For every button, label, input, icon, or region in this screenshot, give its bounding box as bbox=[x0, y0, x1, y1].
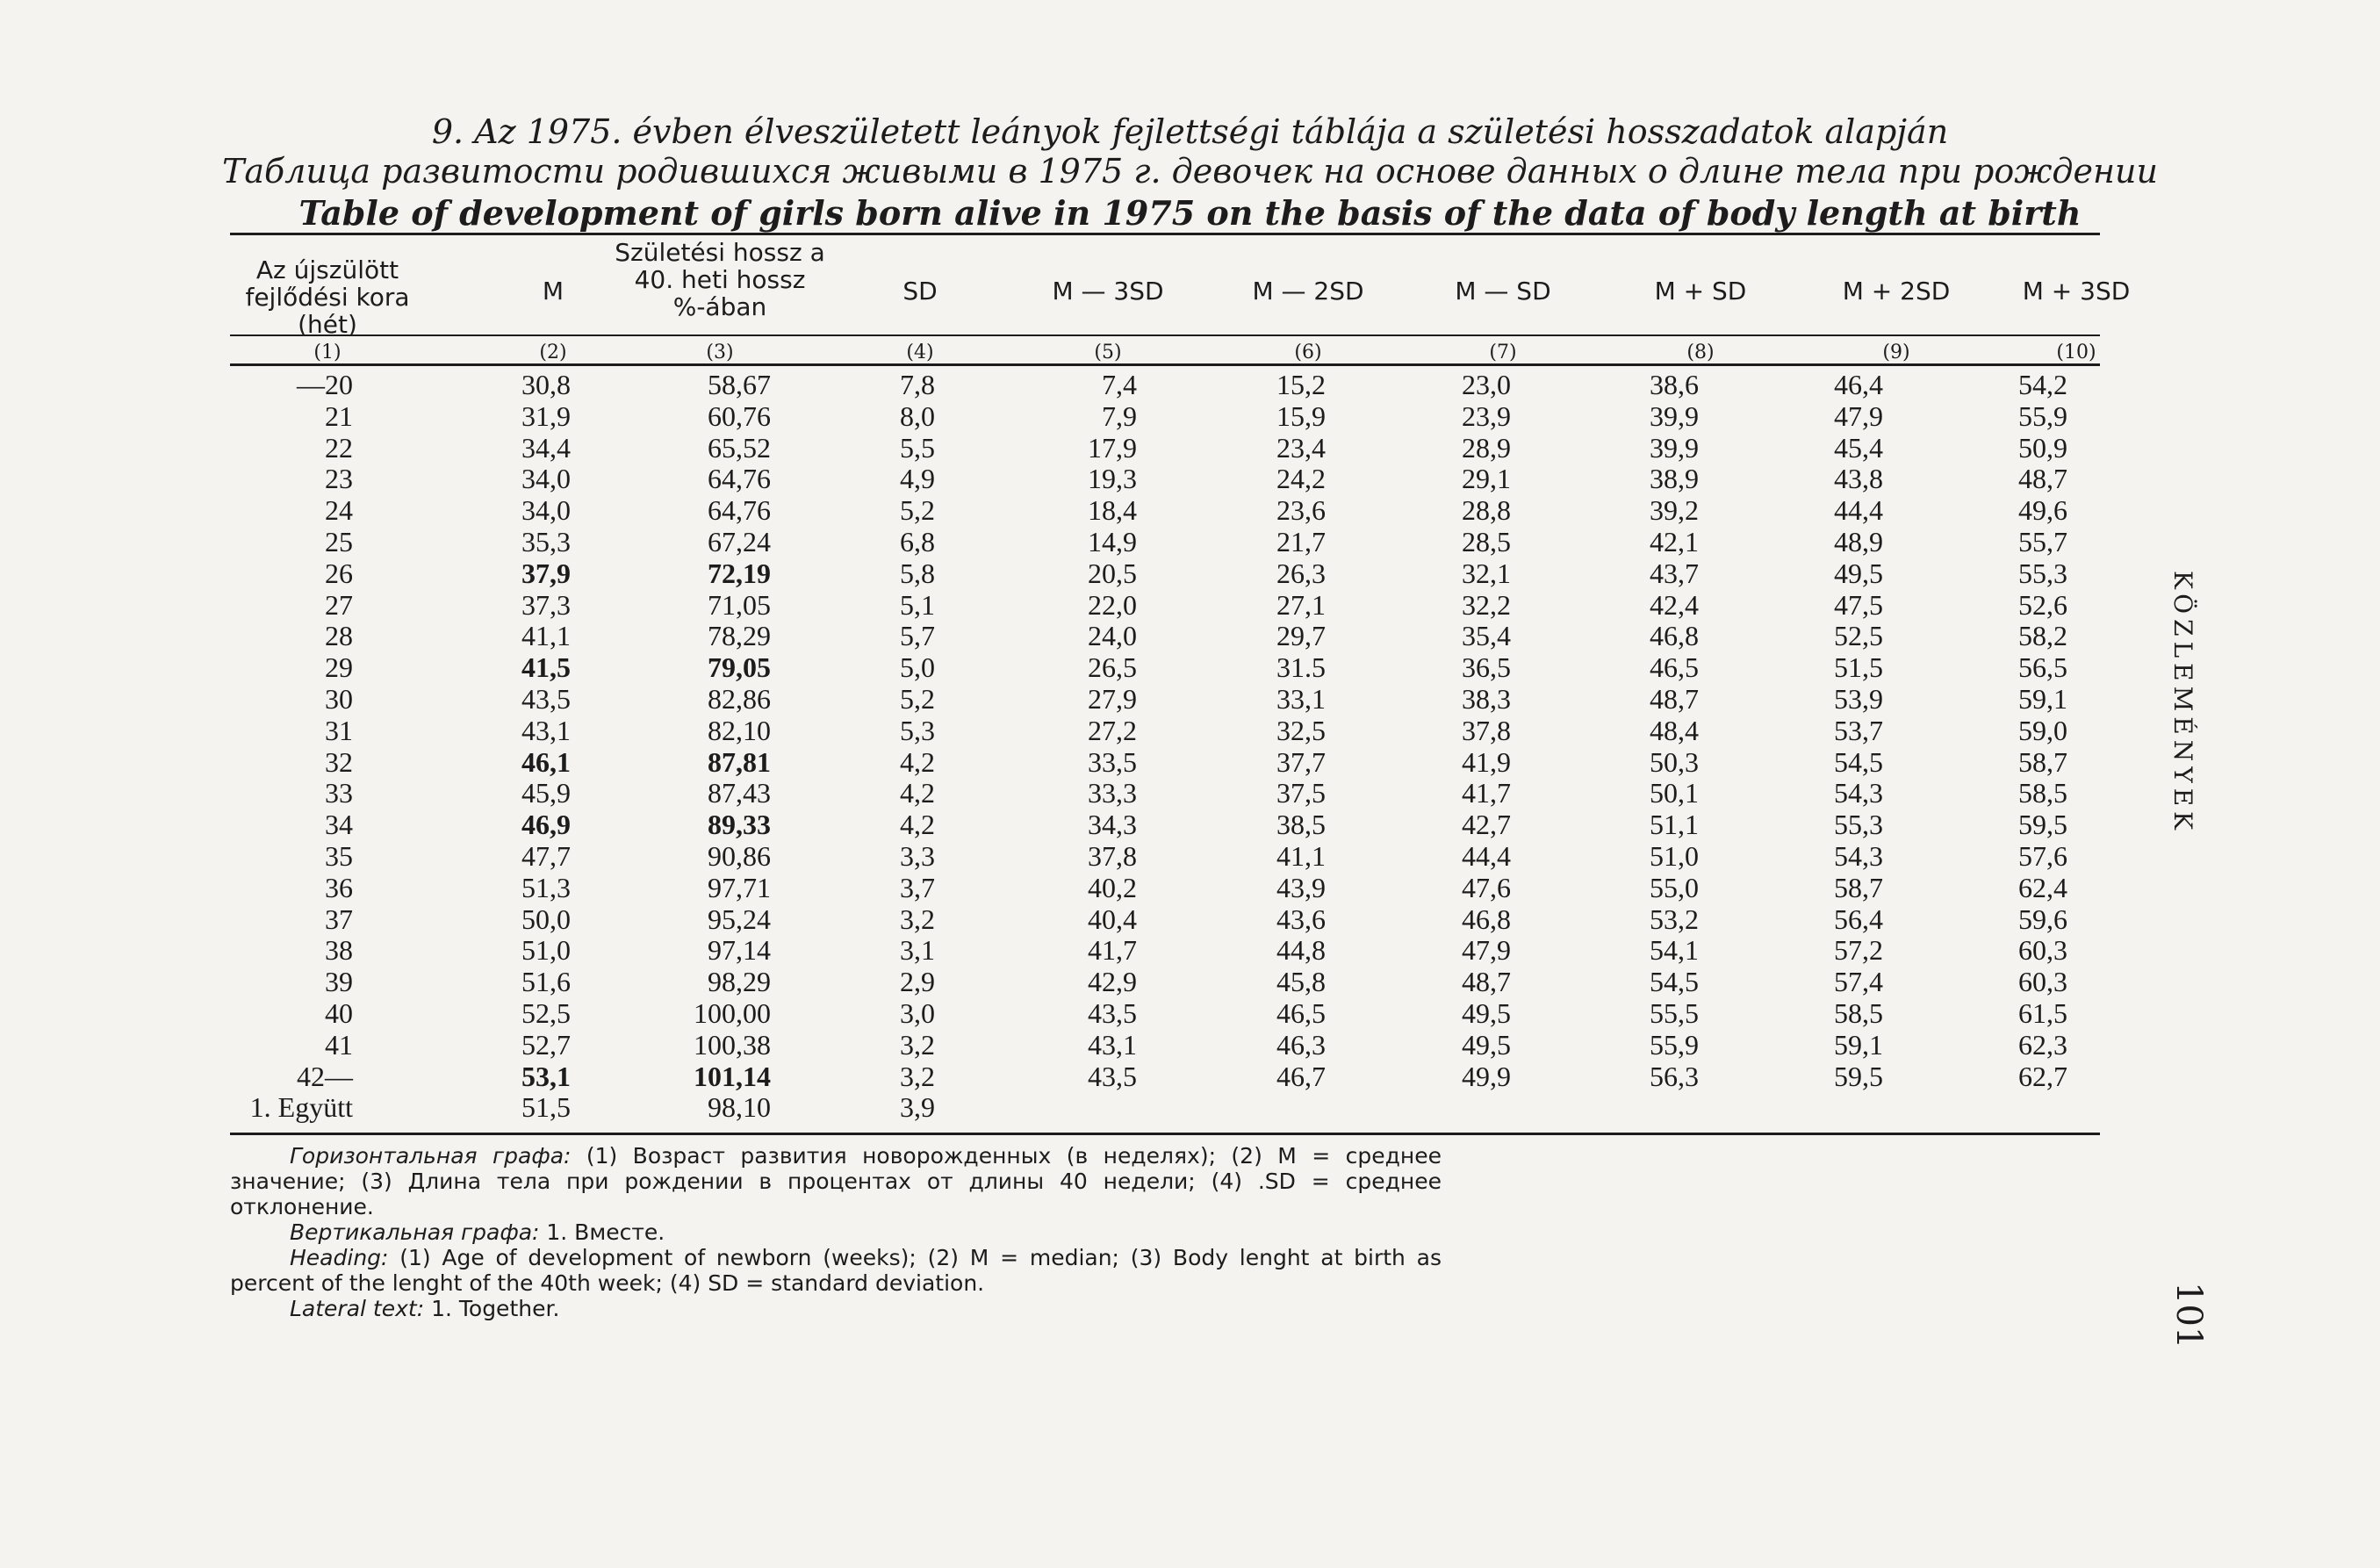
table-cell: 60,3 bbox=[2018, 966, 2067, 998]
footnote-label: Вертикальная графа: bbox=[290, 1219, 540, 1245]
table-cell: 43,5 bbox=[1088, 997, 1137, 1029]
column-header-1: Az újszülött fejlődési kora (hét) bbox=[245, 255, 410, 339]
table-cell: 15,9 bbox=[1276, 399, 1326, 432]
table-cell: 23,9 bbox=[1462, 399, 1511, 432]
footnote-text: (1) Age of development of newborn (weeks); (2) M = median; (3) Body lenght at birth as percent of the lenght of the 40th week; (4) SD = standard deviation. bbox=[230, 1245, 1442, 1296]
row-label: 28 bbox=[325, 620, 353, 652]
footnote-text: 1. Together. bbox=[424, 1296, 560, 1321]
column-number-8: (8) bbox=[1686, 342, 1715, 363]
row-label: —20 bbox=[297, 369, 353, 400]
table-cell: 34,3 bbox=[1088, 809, 1137, 841]
table-cell: 28,9 bbox=[1462, 431, 1511, 464]
table-cell: 42,1 bbox=[1650, 526, 1699, 557]
table-cell: 28,8 bbox=[1462, 494, 1511, 527]
table-cell: 7,4 bbox=[1102, 369, 1137, 400]
table-cell: 42,7 bbox=[1462, 809, 1511, 841]
table-cell: 5,0 bbox=[900, 651, 935, 684]
table-cell: 29,1 bbox=[1462, 463, 1511, 495]
table-cell: 54,2 bbox=[2018, 369, 2067, 400]
row-label: 33 bbox=[325, 777, 353, 809]
table-cell: 49,6 bbox=[2018, 494, 2067, 527]
table-cell: 34,4 bbox=[521, 431, 571, 464]
table-cell: 23,4 bbox=[1276, 431, 1326, 464]
column-header-6: M — 2SD bbox=[1252, 277, 1364, 306]
table-cell: 53,1 bbox=[521, 1060, 571, 1092]
table-cell: 56,3 bbox=[1650, 1060, 1699, 1092]
table-cell: 7,8 bbox=[900, 369, 935, 400]
table-cell: 39,2 bbox=[1650, 494, 1699, 527]
row-label: 42— bbox=[297, 1060, 353, 1092]
table-cell: 57,6 bbox=[2018, 840, 2067, 872]
table-cell: 51,5 bbox=[1834, 651, 1883, 684]
footnote-text: 1. Вместе. bbox=[539, 1219, 665, 1245]
table-cell: 59,5 bbox=[2018, 809, 2067, 841]
table-cell: 17,9 bbox=[1088, 431, 1137, 464]
table-cell: 34,0 bbox=[521, 494, 571, 527]
table-cell: 4,2 bbox=[900, 777, 935, 809]
column-number-9: (9) bbox=[1882, 342, 1910, 363]
footnotes bbox=[230, 1143, 1442, 1321]
footnote-label: Lateral text: bbox=[290, 1296, 425, 1321]
table-cell: 101,14 bbox=[694, 1060, 771, 1092]
table-cell: 3,3 bbox=[900, 840, 935, 872]
table-cell: 90,86 bbox=[708, 840, 771, 872]
table-cell: 51,6 bbox=[521, 966, 571, 998]
table-cell: 24,2 bbox=[1276, 463, 1326, 495]
row-label: 37 bbox=[325, 903, 353, 935]
column-header-8: M + SD bbox=[1654, 277, 1747, 306]
title-english: Table of development of girls born alive in 1975 on the basis of the data of body length at birth bbox=[298, 193, 2082, 233]
table-cell: 64,76 bbox=[708, 463, 771, 495]
row-label: 30 bbox=[325, 683, 353, 715]
row-label: 23 bbox=[325, 463, 353, 495]
table-cell: 31.5 bbox=[1276, 651, 1326, 684]
table-cell: 67,24 bbox=[708, 526, 771, 557]
table-cell: 43,5 bbox=[1088, 1060, 1137, 1092]
table-cell: 46,9 bbox=[521, 809, 571, 841]
row-label: 27 bbox=[325, 588, 353, 621]
column-header-7: M — SD bbox=[1455, 277, 1551, 306]
table-cell: 4,2 bbox=[900, 745, 935, 778]
table-cell: 43,6 bbox=[1276, 903, 1326, 935]
row-label: 21 bbox=[325, 399, 353, 432]
footnote-label: Heading: bbox=[290, 1245, 389, 1270]
table-cell: 55,0 bbox=[1650, 871, 1699, 903]
table-cell: 39,9 bbox=[1650, 399, 1699, 432]
table-cell: 55,7 bbox=[2018, 526, 2067, 557]
table-cell: 45,4 bbox=[1834, 431, 1883, 464]
table-cell: 20,5 bbox=[1088, 557, 1137, 589]
table-cell: 3,1 bbox=[900, 934, 935, 967]
table-cell: 43,9 bbox=[1276, 871, 1326, 903]
table-cell: 51,3 bbox=[521, 871, 571, 903]
table-cell: 95,24 bbox=[708, 903, 771, 935]
table-cell: 39,9 bbox=[1650, 431, 1699, 464]
table-cell: 28,5 bbox=[1462, 526, 1511, 557]
table-cell: 38,3 bbox=[1462, 683, 1511, 715]
footnote-russian-vertical bbox=[230, 1219, 1442, 1245]
row-label: 1. Együtt bbox=[249, 1091, 353, 1124]
table-cell: 56,5 bbox=[2018, 651, 2067, 684]
table-cell: 47,7 bbox=[521, 840, 571, 872]
table-cell: 52,5 bbox=[521, 997, 571, 1029]
table-cell: 46,3 bbox=[1276, 1028, 1326, 1061]
table-cell: 3,9 bbox=[900, 1091, 935, 1124]
table-cell: 41,7 bbox=[1462, 777, 1511, 809]
table-cell: 54,5 bbox=[1650, 966, 1699, 998]
row-label: 24 bbox=[325, 494, 353, 527]
table-cell: 47,5 bbox=[1834, 588, 1883, 621]
row-label: 32 bbox=[325, 745, 353, 778]
table-cell: 42,9 bbox=[1088, 966, 1137, 998]
table-cell: 33,3 bbox=[1088, 777, 1137, 809]
table-cell: 37,5 bbox=[1276, 777, 1326, 809]
table-cell: 37,3 bbox=[521, 588, 571, 621]
column-header-4: SD bbox=[902, 277, 938, 306]
table-cell: 4,9 bbox=[900, 463, 935, 495]
table-cell: 21,7 bbox=[1276, 526, 1326, 557]
table-cell: 49,9 bbox=[1462, 1060, 1511, 1092]
column-number-7: (7) bbox=[1489, 342, 1517, 363]
table-cell: 100,38 bbox=[694, 1028, 771, 1061]
table-cell: 62,7 bbox=[2018, 1060, 2067, 1092]
table-cell: 46,5 bbox=[1650, 651, 1699, 684]
column-number-1: (1) bbox=[313, 342, 342, 363]
table-cell: 55,9 bbox=[1650, 1028, 1699, 1061]
table-cell: 44,4 bbox=[1834, 494, 1883, 527]
footnote-label: Горизонтальная графа: bbox=[290, 1143, 572, 1169]
row-label: 35 bbox=[325, 840, 353, 872]
colnum-rule bbox=[230, 363, 2100, 366]
table-cell: 58,67 bbox=[708, 369, 771, 400]
table-cell: 37,9 bbox=[521, 557, 571, 589]
table-cell: 60,76 bbox=[708, 399, 771, 432]
table-cell: 54,3 bbox=[1834, 840, 1883, 872]
table-cell: 97,14 bbox=[708, 934, 771, 967]
table-cell: 58,5 bbox=[2018, 777, 2067, 809]
table-cell: 3,2 bbox=[900, 1060, 935, 1092]
row-label: 25 bbox=[325, 526, 353, 557]
table-cell: 55,3 bbox=[1834, 809, 1883, 841]
table-cell: 53,7 bbox=[1834, 714, 1883, 746]
table-cell: 52,5 bbox=[1834, 620, 1883, 652]
table-cell: 45,8 bbox=[1276, 966, 1326, 998]
page-number: 101 bbox=[2168, 1282, 2209, 1349]
table-cell: 51,0 bbox=[1650, 840, 1699, 872]
table-cell: 41,1 bbox=[521, 620, 571, 652]
row-label: 38 bbox=[325, 934, 353, 967]
table-cell: 79,05 bbox=[708, 651, 771, 684]
table-cell: 51,0 bbox=[521, 934, 571, 967]
table-cell: 41,7 bbox=[1088, 934, 1137, 967]
table-cell: 62,3 bbox=[2018, 1028, 2067, 1061]
table-cell: 46,8 bbox=[1462, 903, 1511, 935]
table-cell: 43,5 bbox=[521, 683, 571, 715]
column-number-4: (4) bbox=[906, 342, 934, 363]
table-cell: 46,5 bbox=[1276, 997, 1326, 1029]
table-cell: 82,86 bbox=[708, 683, 771, 715]
side-running-head: KÖZLEMÉNYEK bbox=[2168, 571, 2197, 836]
table-cell: 56,4 bbox=[1834, 903, 1883, 935]
table-cell: 48,9 bbox=[1834, 526, 1883, 557]
table-cell: 48,7 bbox=[2018, 463, 2067, 495]
table-cell: 3,0 bbox=[900, 997, 935, 1029]
table-cell: 38,5 bbox=[1276, 809, 1326, 841]
table-cell: 41,5 bbox=[521, 651, 571, 684]
column-header-3: Születési hossz a 40. heti hossz %-ában bbox=[615, 238, 825, 321]
table-cell: 43,1 bbox=[521, 714, 571, 746]
table-cell: 26,5 bbox=[1088, 651, 1137, 684]
table-cell: 38,9 bbox=[1650, 463, 1699, 495]
table-cell: 58,7 bbox=[2018, 745, 2067, 778]
table-cell: 89,33 bbox=[708, 809, 771, 841]
row-label: 22 bbox=[325, 431, 353, 464]
table-cell: 72,19 bbox=[708, 557, 771, 589]
table-cell: 40,2 bbox=[1088, 871, 1137, 903]
table-cell: 40,4 bbox=[1088, 903, 1137, 935]
table-cell: 87,81 bbox=[708, 745, 771, 778]
table-cell: 3,7 bbox=[900, 871, 935, 903]
table-cell: 58,7 bbox=[1834, 871, 1883, 903]
table-cell: 41,1 bbox=[1276, 840, 1326, 872]
table-cell: 27,1 bbox=[1276, 588, 1326, 621]
column-header-10: M + 3SD bbox=[2022, 277, 2131, 306]
table-cell: 62,4 bbox=[2018, 871, 2067, 903]
row-label: 31 bbox=[325, 714, 353, 746]
table-cell: 33,5 bbox=[1088, 745, 1137, 778]
table-cell: 60,3 bbox=[2018, 934, 2067, 967]
table-cell: 98,10 bbox=[708, 1091, 771, 1124]
row-label: 39 bbox=[325, 966, 353, 998]
table-cell: 30,8 bbox=[521, 369, 571, 400]
table-cell: 43,1 bbox=[1088, 1028, 1137, 1061]
column-number-5: (5) bbox=[1094, 342, 1122, 363]
table-cell: 15,2 bbox=[1276, 369, 1326, 400]
title-hungarian: 9. Az 1975. évben élveszületett leányok fejlettségi táblája a születési hosszadatok alapján bbox=[431, 112, 1949, 151]
table-cell: 36,5 bbox=[1462, 651, 1511, 684]
table-cell: 27,9 bbox=[1088, 683, 1137, 715]
column-number-3: (3) bbox=[706, 342, 734, 363]
column-number-10: (10) bbox=[2056, 342, 2096, 363]
table-cell: 18,4 bbox=[1088, 494, 1137, 527]
column-number-6: (6) bbox=[1294, 342, 1322, 363]
column-number-2: (2) bbox=[539, 342, 567, 363]
table-cell: 33,1 bbox=[1276, 683, 1326, 715]
footnote-text: (1) Возраст развития новорожденных (в неделях); (2) M = среднее значение; (3) Длина тела при рождении в процентах от длины 40 недели; (4) .SD = среднее отклонение. bbox=[230, 1143, 1442, 1219]
table-cell: 4,2 bbox=[900, 809, 935, 841]
table-cell: 54,3 bbox=[1834, 777, 1883, 809]
table-cell: 55,5 bbox=[1650, 997, 1699, 1029]
table-cell: 46,4 bbox=[1834, 369, 1883, 400]
table-cell: 46,7 bbox=[1276, 1060, 1326, 1092]
table-cell: 5,1 bbox=[900, 588, 935, 621]
table-cell: 26,3 bbox=[1276, 557, 1326, 589]
table-cell: 37,8 bbox=[1088, 840, 1137, 872]
table-cell: 27,2 bbox=[1088, 714, 1137, 746]
table-cell: 59,6 bbox=[2018, 903, 2067, 935]
table-cell: 35,3 bbox=[521, 526, 571, 557]
table-cell: 50,1 bbox=[1650, 777, 1699, 809]
table-cell: 19,3 bbox=[1088, 463, 1137, 495]
table-cell: 6,8 bbox=[900, 526, 935, 557]
row-label: 36 bbox=[325, 871, 353, 903]
table-cell: 53,9 bbox=[1834, 683, 1883, 715]
table-cell: 57,4 bbox=[1834, 966, 1883, 998]
table-cell: 32,2 bbox=[1462, 588, 1511, 621]
table-cell: 46,8 bbox=[1650, 620, 1699, 652]
footnote-russian-horizontal bbox=[230, 1143, 1442, 1219]
table-cell: 48,7 bbox=[1650, 683, 1699, 715]
table-cell: 44,8 bbox=[1276, 934, 1326, 967]
table-cell: 55,9 bbox=[2018, 399, 2067, 432]
table-cell: 53,2 bbox=[1650, 903, 1699, 935]
table-cell: 51,1 bbox=[1650, 809, 1699, 841]
table-cell: 3,2 bbox=[900, 903, 935, 935]
table-cell: 52,7 bbox=[521, 1028, 571, 1061]
table-cell: 22,0 bbox=[1088, 588, 1137, 621]
top-rule bbox=[230, 233, 2100, 235]
table-cell: 2,9 bbox=[900, 966, 935, 998]
table-cell: 50,3 bbox=[1650, 745, 1699, 778]
header-rule bbox=[230, 334, 2100, 336]
table-cell: 59,5 bbox=[1834, 1060, 1883, 1092]
table-cell: 5,5 bbox=[900, 431, 935, 464]
table-cell: 24,0 bbox=[1088, 620, 1137, 652]
table-cell: 44,4 bbox=[1462, 840, 1511, 872]
table-cell: 37,8 bbox=[1462, 714, 1511, 746]
table-cell: 82,10 bbox=[708, 714, 771, 746]
table-cell: 46,1 bbox=[521, 745, 571, 778]
table-cell: 5,3 bbox=[900, 714, 935, 746]
table-cell: 97,71 bbox=[708, 871, 771, 903]
table-cell: 7,9 bbox=[1102, 399, 1137, 432]
table-cell: 100,00 bbox=[694, 997, 771, 1029]
title-russian: Таблица развитости родившихся живыми в 1975 г. девочек на основе данных о длине тела при рождении bbox=[222, 152, 2158, 191]
table-cell: 50,0 bbox=[521, 903, 571, 935]
table-cell: 5,2 bbox=[900, 683, 935, 715]
table-cell: 64,76 bbox=[708, 494, 771, 527]
column-header-2: M bbox=[542, 277, 564, 306]
table-cell: 47,6 bbox=[1462, 871, 1511, 903]
table-cell: 8,0 bbox=[900, 399, 935, 432]
table-cell: 31,9 bbox=[521, 399, 571, 432]
table-cell: 49,5 bbox=[1834, 557, 1883, 589]
table-cell: 41,9 bbox=[1462, 745, 1511, 778]
table-cell: 54,1 bbox=[1650, 934, 1699, 967]
table-cell: 49,5 bbox=[1462, 997, 1511, 1029]
table-cell: 98,29 bbox=[708, 966, 771, 998]
table-cell: 32,1 bbox=[1462, 557, 1511, 589]
table-cell: 32,5 bbox=[1276, 714, 1326, 746]
table-cell: 42,4 bbox=[1650, 588, 1699, 621]
table-cell: 65,52 bbox=[708, 431, 771, 464]
table-cell: 3,2 bbox=[900, 1028, 935, 1061]
table-cell: 45,9 bbox=[521, 777, 571, 809]
row-label: 34 bbox=[325, 809, 353, 841]
table-cell: 71,05 bbox=[708, 588, 771, 621]
table-cell: 35,4 bbox=[1462, 620, 1511, 652]
table-cell: 59,1 bbox=[1834, 1028, 1883, 1061]
table-cell: 29,7 bbox=[1276, 620, 1326, 652]
table-cell: 61,5 bbox=[2018, 997, 2067, 1029]
table-cell: 51,5 bbox=[521, 1091, 571, 1124]
column-header-9: M + 2SD bbox=[1842, 277, 1951, 306]
table-cell: 47,9 bbox=[1462, 934, 1511, 967]
table-cell: 5,7 bbox=[900, 620, 935, 652]
table-cell: 48,7 bbox=[1462, 966, 1511, 998]
table-cell: 55,3 bbox=[2018, 557, 2067, 589]
footnote-english-heading bbox=[230, 1245, 1442, 1296]
table-cell: 78,29 bbox=[708, 620, 771, 652]
table-cell: 57,2 bbox=[1834, 934, 1883, 967]
table-cell: 87,43 bbox=[708, 777, 771, 809]
table-cell: 49,5 bbox=[1462, 1028, 1511, 1061]
table-cell: 5,2 bbox=[900, 494, 935, 527]
table-cell: 58,2 bbox=[2018, 620, 2067, 652]
column-header-5: M — 3SD bbox=[1052, 277, 1164, 306]
table-cell: 50,9 bbox=[2018, 431, 2067, 464]
table-cell: 59,0 bbox=[2018, 714, 2067, 746]
footnote-english-lateral bbox=[230, 1296, 1442, 1321]
table-cell: 52,6 bbox=[2018, 588, 2067, 621]
table-cell: 43,7 bbox=[1650, 557, 1699, 589]
table-cell: 47,9 bbox=[1834, 399, 1883, 432]
table-cell: 59,1 bbox=[2018, 683, 2067, 715]
table-cell: 43,8 bbox=[1834, 463, 1883, 495]
table-cell: 37,7 bbox=[1276, 745, 1326, 778]
table-cell: 34,0 bbox=[521, 463, 571, 495]
table-cell: 14,9 bbox=[1088, 526, 1137, 557]
table-cell: 54,5 bbox=[1834, 745, 1883, 778]
table-cell: 38,6 bbox=[1650, 369, 1699, 400]
bottom-rule bbox=[230, 1133, 2100, 1135]
row-label: 29 bbox=[325, 651, 353, 684]
table-cell: 48,4 bbox=[1650, 714, 1699, 746]
table-cell: 23,0 bbox=[1462, 369, 1511, 400]
row-label: 40 bbox=[325, 997, 353, 1029]
table-cell: 58,5 bbox=[1834, 997, 1883, 1029]
table-cell: 5,8 bbox=[900, 557, 935, 589]
table-cell: 23,6 bbox=[1276, 494, 1326, 527]
row-label: 26 bbox=[325, 557, 353, 589]
row-label: 41 bbox=[325, 1028, 353, 1061]
